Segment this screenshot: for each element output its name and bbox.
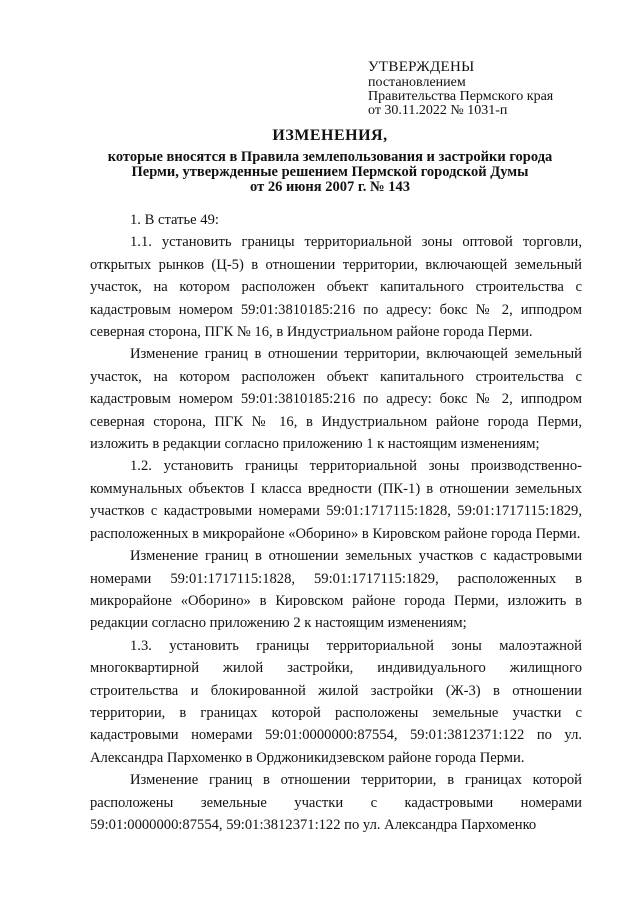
document-title: ИЗМЕНЕНИЯ, xyxy=(272,127,388,144)
paragraph: 1. В статье 49: xyxy=(130,212,219,228)
subtitle-line: Перми, утвержденные решением Пермской городской Думы xyxy=(131,164,529,180)
document-body xyxy=(90,209,582,836)
approval-line: Правительства Пермского края xyxy=(368,89,554,104)
approval-line: постановлением xyxy=(368,75,466,90)
paragraph: Изменение границ в отношении земельных участков с кадастровыми номерами 59:01:1717115:1828, 59:01:1717115:1829, расположенных в микрорайоне «Оборино» в Кировском районе города Перми, изложить в редакции согласно приложению 2 к настоящим изменениям; xyxy=(90,548,582,632)
paragraph: Изменение границ в отношении территории, включающей земельный участок, на котором расположен объект капитального строительства с кадастровым номером 59:01:3810185:216 по адресу: бокс № 2, ипподром северная сторона, ПГК № 16, в Индустриальном районе города Перми, изложить в редакции согласно приложению 1 к настоящим изменениям; xyxy=(90,346,582,453)
paragraph: 1.3. установить границы территориальной зоны малоэтажной многоквартирной жилой застройки, индивидуального жилищного строительства и блокированной жилой застройки (Ж-3) в отношении территории, в границах которой расположены земельные участки с кадастровыми номерами 59:01:0000000:87554, 59:01:3812371:122 по ул. Александра Пархоменко в Орджоникидзевском районе города Перми. xyxy=(90,637,582,766)
approval-stamp xyxy=(368,59,628,118)
subtitle-line: которые вносятся в Правила землепользования и застройки города xyxy=(107,149,553,165)
paragraph: 1.2. установить границы территориальной зоны производственно-коммунальных объектов I класса вредности (ПК-1) в отношении земельных участков с кадастровыми номерами 59:01:1717115:1828, 59:01:1717115:1829, расположенных в микрорайоне «Оборино» в Кировском районе города Перми. xyxy=(90,458,582,542)
paragraph: Изменение границ в отношении территории, в границах которой расположены земельные участки с кадастровыми номерами 59:01:0000000:87554, 59:01:3812371:122 по ул. Александра Пархоменко xyxy=(90,772,582,833)
subtitle-line: от 26 июня 2007 г. № 143 xyxy=(250,179,410,195)
document-subtitle xyxy=(60,150,600,195)
approval-title: УТВЕРЖДЕНЫ xyxy=(368,59,475,75)
paragraph: 1.1. установить границы территориальной зоны оптовой торговли, открытых рынков (Ц-5) в отношении территории, включающей земельный участок, на котором расположен объект капитального строительства с кадастровым номером 59:01:3810185:216 по адресу: бокс № 2, ипподром северная сторона, ПГК № 16, в Индустриальном районе города Перми. xyxy=(90,234,582,341)
approval-line: от 30.11.2022 № 1031-п xyxy=(368,103,508,118)
